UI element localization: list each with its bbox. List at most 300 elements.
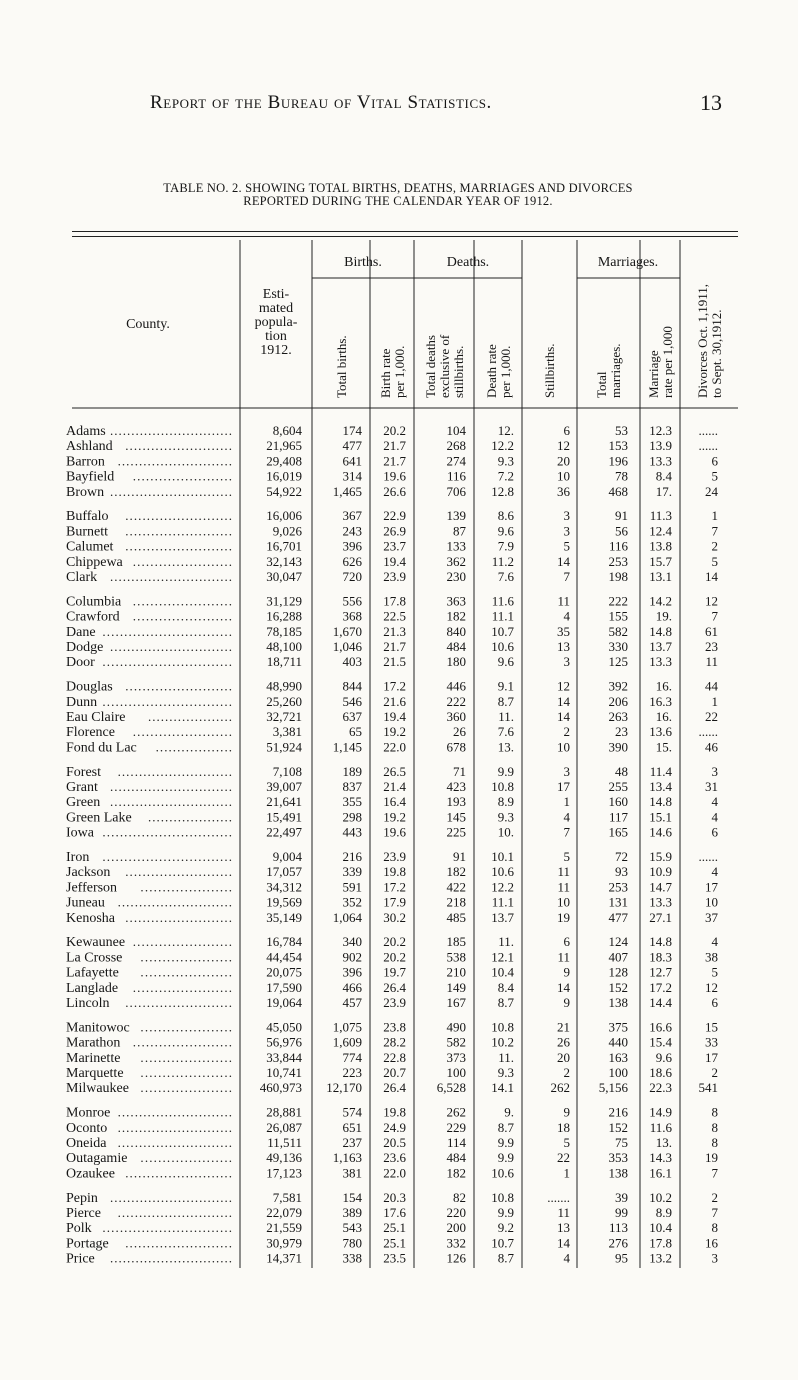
county-name-cell: Monroe xyxy=(66,1105,111,1121)
total-births-cell: 1,465 xyxy=(332,483,362,499)
stillbirths-cell: 5 xyxy=(563,849,570,864)
total-deaths-cell: 91 xyxy=(453,849,466,864)
leader-dots: .............................. xyxy=(102,623,232,639)
divorces-cell: 22 xyxy=(705,709,718,724)
population-cell: 29,408 xyxy=(266,453,302,469)
birth-rate-cell: 21.3 xyxy=(383,623,406,639)
marriage-rate-cell: 13.7 xyxy=(649,639,672,654)
birth-rate-cell: 21.6 xyxy=(383,693,406,709)
death-rate-cell: 8.6 xyxy=(497,508,514,524)
total-marriages-cell: 407 xyxy=(608,949,628,965)
population-cell: 28,881 xyxy=(266,1104,302,1120)
birth-rate-cell: 23.9 xyxy=(383,995,406,1010)
total-births-cell: 626 xyxy=(342,553,362,569)
county-name-cell: Kewaunee xyxy=(66,935,126,951)
divorces-cell: 6 xyxy=(711,824,718,840)
leader-dots: ....................... xyxy=(132,468,232,484)
death-rate-cell: 10.4 xyxy=(491,964,514,980)
marriage-rate-cell: 15.9 xyxy=(649,849,672,864)
marriage-rate-cell: 16.3 xyxy=(649,693,672,709)
population-cell: 45,050 xyxy=(266,1019,302,1035)
total-marriages-cell: 91 xyxy=(615,508,628,524)
total-marriages-cell: 53 xyxy=(615,423,628,438)
total-marriages-cell: 152 xyxy=(608,1119,628,1135)
total-marriages-cell: 138 xyxy=(608,995,628,1010)
death-rate-cell: 9.3 xyxy=(497,809,514,825)
total-marriages-cell: 216 xyxy=(608,1104,628,1120)
population-cell: 7,108 xyxy=(272,763,302,779)
birth-rate-cell: 17.2 xyxy=(383,879,406,895)
stillbirths-cell: 2 xyxy=(563,724,570,740)
leader-dots: ......................... xyxy=(125,538,232,554)
birth-rate-cell: 21.4 xyxy=(383,779,406,794)
county-name-cell: Bayfield xyxy=(66,469,115,485)
leader-dots: ............................. xyxy=(110,1250,232,1266)
marriage-rate-cell: 13.3 xyxy=(649,894,672,910)
population-cell: 30,047 xyxy=(266,569,302,584)
birth-rate-cell: 19.2 xyxy=(383,809,406,825)
total-deaths-cell: 180 xyxy=(446,654,466,670)
divorces-cell: 4 xyxy=(711,934,718,950)
stillbirths-cell: 20 xyxy=(557,453,570,469)
stillbirths-cell: 10 xyxy=(557,468,570,484)
total-deaths-cell: 139 xyxy=(446,508,466,524)
population-cell: 7,581 xyxy=(272,1189,302,1205)
leader-dots: .............................. xyxy=(102,693,232,709)
population-cell: 49,136 xyxy=(266,1150,302,1166)
death-rate-cell: 12.8 xyxy=(491,483,514,499)
stillbirths-cell: 14 xyxy=(557,979,570,995)
leader-dots: .................. xyxy=(155,739,232,755)
marriage-rate-cell: 13. xyxy=(655,1135,672,1150)
total-marriages-header: marriages. xyxy=(608,343,623,398)
total-births-cell: 443 xyxy=(342,824,362,840)
divorces-cell: 7 xyxy=(711,1205,718,1220)
total-marriages-cell: 198 xyxy=(608,569,628,584)
death-rate-cell: 11. xyxy=(498,709,514,724)
total-deaths-cell: 230 xyxy=(446,569,466,584)
death-rate-cell: 10.7 xyxy=(491,1235,514,1251)
total-deaths-cell: 840 xyxy=(446,623,466,639)
population-cell: 31,129 xyxy=(266,593,302,609)
population-cell: 44,454 xyxy=(266,949,302,965)
marriage-rate-cell: 18.3 xyxy=(649,949,672,965)
total-marriages-cell: 255 xyxy=(608,779,628,794)
total-marriages-cell: 78 xyxy=(615,468,628,484)
total-births-cell: 396 xyxy=(342,538,362,554)
population-cell: 17,123 xyxy=(266,1165,302,1181)
leader-dots: ....................... xyxy=(132,608,232,624)
total-marriages-cell: 72 xyxy=(615,849,628,864)
divorces-cell: 16 xyxy=(705,1235,718,1251)
marriage-rate-cell: 13.9 xyxy=(649,438,672,454)
county-name-cell: Buffalo xyxy=(66,509,109,525)
marriage-rate-cell: 11.4 xyxy=(649,763,672,779)
birth-rate-cell: 19.7 xyxy=(383,964,406,980)
birth-rate-cell: 17.2 xyxy=(383,678,406,694)
population-cell: 16,006 xyxy=(266,508,302,524)
population-header: Esti- xyxy=(262,287,290,302)
leader-dots: .............................. xyxy=(102,849,232,864)
county-name-cell: Green xyxy=(66,795,101,811)
birth-rate-cell: 19.2 xyxy=(383,724,406,740)
county-name-cell: Price xyxy=(66,1251,95,1267)
county-name-cell: Dodge xyxy=(66,640,104,655)
deaths-group-header: Deaths. xyxy=(446,255,490,270)
death-rate-cell: 9.2 xyxy=(497,1220,514,1236)
population-cell: 39,007 xyxy=(266,779,302,794)
county-name-cell: Jefferson xyxy=(66,880,118,896)
population-cell: 11,511 xyxy=(267,1135,302,1150)
stillbirths-cell: 3 xyxy=(563,654,570,670)
stillbirths-cell: 10 xyxy=(557,739,570,755)
total-marriages-cell: 196 xyxy=(608,453,628,469)
stillbirths-cell: 4 xyxy=(563,809,570,825)
population-cell: 19,064 xyxy=(266,995,302,1010)
stillbirths-cell: 13 xyxy=(557,1220,570,1236)
total-births-cell: 457 xyxy=(342,995,362,1010)
county-name-cell: Grant xyxy=(66,780,98,795)
leader-dots: .............................. xyxy=(102,824,232,840)
birth-rate-cell: 22.0 xyxy=(383,739,406,755)
birth-rate-cell: 26.6 xyxy=(383,483,406,499)
leader-dots: ....................... xyxy=(132,934,232,950)
total-births-cell: 844 xyxy=(342,678,362,694)
marriage-rate-cell: 16. xyxy=(655,709,672,724)
total-marriages-cell: 155 xyxy=(608,608,628,624)
total-marriages-cell: 582 xyxy=(608,623,628,639)
total-deaths-cell: 114 xyxy=(446,1135,466,1150)
marriage-rate-cell: 14.8 xyxy=(649,623,672,639)
leader-dots: ......................... xyxy=(125,508,232,524)
divorces-cell: 7 xyxy=(711,523,718,539)
total-marriages-cell: 23 xyxy=(615,724,628,740)
divorces-cell: 5 xyxy=(711,468,718,484)
birth-rate-cell: 26.4 xyxy=(383,1080,406,1096)
divorces-cell: 8 xyxy=(711,1119,718,1135)
marriage-rate-cell: 14.6 xyxy=(649,824,672,840)
population-cell: 32,721 xyxy=(266,709,302,724)
death-rate-cell: 7.6 xyxy=(497,569,514,584)
population-cell: 20,075 xyxy=(266,964,302,980)
birth-rate-cell: 23.8 xyxy=(383,1019,406,1035)
death-rate-header: Death rate xyxy=(484,344,499,398)
death-rate-cell: 13.7 xyxy=(491,909,514,925)
county-name-cell: Juneau xyxy=(66,895,105,911)
divorces-cell: 44 xyxy=(705,678,718,694)
stillbirths-cell: 11 xyxy=(557,879,570,895)
total-deaths-cell: 167 xyxy=(446,995,466,1010)
marriage-rate-cell: 14.3 xyxy=(649,1150,672,1166)
stillbirths-cell: 9 xyxy=(563,964,570,980)
stillbirths-cell: 3 xyxy=(563,508,570,524)
total-marriages-cell: 124 xyxy=(608,934,628,950)
birth-rate-cell: 22.5 xyxy=(383,608,406,624)
death-rate-cell: 10.1 xyxy=(491,849,514,864)
stillbirths-cell: 26 xyxy=(557,1034,570,1050)
population-header: mated xyxy=(258,301,294,316)
birth-rate-cell: 23.7 xyxy=(383,538,406,554)
population-cell: 21,965 xyxy=(266,438,302,454)
death-rate-cell: 12.1 xyxy=(491,949,514,965)
birth-rate-cell: 16.4 xyxy=(383,794,406,810)
divorces-cell: 23 xyxy=(705,639,718,654)
leader-dots: ....................... xyxy=(132,553,232,569)
birth-rate-cell: 19.4 xyxy=(383,553,406,569)
total-births-cell: 837 xyxy=(342,779,362,794)
total-deaths-cell: 332 xyxy=(446,1235,466,1251)
leader-dots: ....................... xyxy=(132,724,232,740)
population-cell: 51,924 xyxy=(266,739,302,755)
leader-dots: ......................... xyxy=(125,523,232,539)
total-deaths-cell: 104 xyxy=(446,423,466,438)
total-marriages-cell: 48 xyxy=(615,763,628,779)
death-rate-cell: 9.3 xyxy=(497,453,514,469)
county-name-cell: Iowa xyxy=(66,825,94,841)
death-rate-cell: 7.6 xyxy=(497,724,514,740)
divorces-cell: 17 xyxy=(705,1049,718,1065)
leader-dots: ........................... xyxy=(117,1205,232,1220)
birth-rate-cell: 25.1 xyxy=(383,1235,406,1251)
marriage-rate-cell: 15.1 xyxy=(649,809,672,825)
population-cell: 48,990 xyxy=(266,678,302,694)
table-title-line-1: TABLE NO. 2. SHOWING TOTAL BIRTHS, DEATHS, MARRIAGES AND DIVORCES xyxy=(163,181,633,195)
death-rate-cell: 7.2 xyxy=(497,468,514,484)
total-births-cell: 651 xyxy=(342,1119,362,1135)
leader-dots: ............................. xyxy=(110,1189,232,1205)
stillbirths-cell: 4 xyxy=(563,1250,570,1266)
population-cell: 17,057 xyxy=(266,864,302,880)
marriage-rate-cell: 14.8 xyxy=(649,934,672,950)
population-cell: 3,381 xyxy=(272,724,302,740)
total-marriages-cell: 392 xyxy=(608,678,628,694)
county-name-cell: Green Lake xyxy=(66,810,132,826)
leader-dots: ............................. xyxy=(110,483,232,499)
birth-rate-cell: 20.7 xyxy=(383,1065,406,1080)
stillbirths-cell: 22 xyxy=(557,1150,570,1166)
leader-dots: ..................... xyxy=(140,879,232,895)
total-deaths-cell: 485 xyxy=(446,909,466,925)
population-header: popula- xyxy=(254,315,298,330)
total-marriages-cell: 163 xyxy=(608,1049,628,1065)
county-name-cell: Kenosha xyxy=(66,910,115,926)
total-births-cell: 189 xyxy=(342,763,362,779)
marriage-rate-cell: 11.3 xyxy=(649,508,672,524)
divorces-cell: 24 xyxy=(705,483,718,499)
population-cell: 25,260 xyxy=(266,693,302,709)
total-marriages-cell: 390 xyxy=(608,739,628,755)
divorces-cell: 10 xyxy=(705,894,718,910)
county-name-cell: Polk xyxy=(66,1221,92,1237)
divorces-cell: ...... xyxy=(698,849,718,864)
death-rate-cell: 9.1 xyxy=(497,678,514,694)
leader-dots: ....................... xyxy=(132,1034,232,1050)
birth-rate-cell: 20.2 xyxy=(383,949,406,965)
marriage-rate-cell: 18.6 xyxy=(649,1065,672,1080)
birth-rate-cell: 25.1 xyxy=(383,1220,406,1236)
leader-dots: ............................. xyxy=(110,639,232,654)
total-marriages-cell: 253 xyxy=(608,879,628,895)
total-deaths-cell: 268 xyxy=(446,438,466,454)
total-births-cell: 637 xyxy=(342,709,362,724)
divorces-cell: 1 xyxy=(711,508,718,524)
leader-dots: ......................... xyxy=(125,995,232,1010)
death-rate-cell: 14.1 xyxy=(491,1080,514,1096)
total-deaths-header: stillbirths. xyxy=(451,345,466,398)
death-rate-cell: 10.8 xyxy=(491,1019,514,1035)
stillbirths-cell: 6 xyxy=(563,934,570,950)
leader-dots: ......................... xyxy=(125,864,232,880)
county-name-cell: Pierce xyxy=(66,1206,101,1221)
population-cell: 8,604 xyxy=(272,423,302,438)
total-marriages-cell: 468 xyxy=(608,483,628,499)
divorces-cell: 5 xyxy=(711,553,718,569)
total-deaths-cell: 100 xyxy=(446,1065,466,1080)
marriage-rate-cell: 13.8 xyxy=(649,538,672,554)
births-group-header: Births. xyxy=(344,255,382,270)
death-rate-cell: 10.6 xyxy=(491,864,514,880)
leader-dots: .................... xyxy=(148,809,232,825)
divorces-header: to Sept. 30,1912. xyxy=(709,309,724,398)
death-rate-cell: 9. xyxy=(504,1104,514,1120)
birth-rate-cell: 20.3 xyxy=(383,1189,406,1205)
death-rate-cell: 12.2 xyxy=(491,879,514,895)
marriage-rate-cell: 16. xyxy=(655,678,672,694)
birth-rate-cell: 30.2 xyxy=(383,909,406,925)
stillbirths-cell: 9 xyxy=(563,1104,570,1120)
marriage-rate-cell: 14.8 xyxy=(649,794,672,810)
birth-rate-cell: 26.9 xyxy=(383,523,406,539)
leader-dots: ..................... xyxy=(140,1150,232,1166)
total-marriages-cell: 165 xyxy=(608,824,628,840)
county-name-cell: Burnett xyxy=(66,524,108,540)
birth-rate-cell: 26.4 xyxy=(383,979,406,995)
divorces-cell: 3 xyxy=(711,1250,718,1266)
total-births-cell: 403 xyxy=(342,654,362,670)
stillbirths-cell: 19 xyxy=(557,909,570,925)
stillbirths-cell: 13 xyxy=(557,639,570,654)
marriage-rate-cell: 14.7 xyxy=(649,879,672,895)
divorces-cell: 17 xyxy=(705,879,718,895)
marriage-rate-cell: 22.3 xyxy=(649,1080,672,1096)
birth-rate-cell: 19.6 xyxy=(383,824,406,840)
county-name-cell: Douglas xyxy=(66,679,113,695)
total-births-cell: 546 xyxy=(342,693,362,709)
stillbirths-cell: 10 xyxy=(557,894,570,910)
leader-dots: ..................... xyxy=(140,1080,232,1096)
death-rate-cell: 10.8 xyxy=(491,1189,514,1205)
leader-dots: ..................... xyxy=(140,949,232,965)
death-rate-cell: 8.4 xyxy=(497,979,514,995)
birth-rate-cell: 19.8 xyxy=(383,864,406,880)
stillbirths-cell: 1 xyxy=(563,794,570,810)
leader-dots: ..................... xyxy=(140,1065,232,1080)
total-deaths-cell: 133 xyxy=(446,538,466,554)
county-name-cell: Milwaukee xyxy=(66,1081,129,1097)
total-deaths-cell: 373 xyxy=(446,1049,466,1065)
divorces-cell: 2 xyxy=(711,538,718,554)
death-rate-cell: 9.9 xyxy=(497,1135,514,1150)
population-cell: 54,922 xyxy=(266,483,302,499)
stillbirths-cell: ....... xyxy=(547,1189,570,1205)
leader-dots: ........................... xyxy=(117,453,232,469)
marriage-rate-cell: 17. xyxy=(655,483,672,499)
total-marriages-cell: 56 xyxy=(615,523,628,539)
total-births-cell: 1,609 xyxy=(332,1034,362,1050)
county-name-cell: Ozaukee xyxy=(66,1166,115,1182)
total-deaths-cell: 222 xyxy=(446,693,466,709)
total-births-cell: 174 xyxy=(342,423,362,438)
total-marriages-cell: 113 xyxy=(608,1220,628,1236)
stillbirths-cell: 21 xyxy=(557,1019,570,1035)
marriage-rate-cell: 14.9 xyxy=(649,1104,672,1120)
total-births-cell: 396 xyxy=(342,964,362,980)
leader-dots: ........................... xyxy=(117,1104,232,1120)
divorces-cell: 61 xyxy=(705,623,718,639)
total-marriages-cell: 276 xyxy=(608,1235,628,1251)
total-marriages-cell: 100 xyxy=(608,1065,628,1080)
birth-rate-cell: 28.2 xyxy=(383,1034,406,1050)
total-births-cell: 556 xyxy=(342,593,362,609)
total-births-cell: 466 xyxy=(342,979,362,995)
leader-dots: ........................... xyxy=(117,763,232,779)
population-cell: 22,079 xyxy=(266,1205,302,1220)
county-name-cell: Lincoln xyxy=(66,996,110,1011)
divorces-cell: 37 xyxy=(705,909,718,925)
birth-rate-cell: 22.9 xyxy=(383,508,406,524)
total-marriages-cell: 160 xyxy=(608,794,628,810)
county-name-cell: Langlade xyxy=(66,980,119,996)
birth-rate-cell: 26.5 xyxy=(383,763,406,779)
marriage-rate-cell: 10.9 xyxy=(649,864,672,880)
marriage-rate-cell: 12.4 xyxy=(649,523,672,539)
marriage-rate-cell: 10.4 xyxy=(649,1220,672,1236)
leader-dots: ............................. xyxy=(110,569,232,584)
total-marriages-cell: 5,156 xyxy=(598,1080,628,1096)
birth-rate-header: per 1,000. xyxy=(392,345,407,398)
divorces-cell: 4 xyxy=(711,864,718,880)
population-cell: 15,491 xyxy=(266,809,302,825)
birth-rate-cell: 23.9 xyxy=(383,849,406,864)
death-rate-cell: 11. xyxy=(498,1049,514,1065)
total-deaths-cell: 218 xyxy=(446,894,466,910)
total-deaths-cell: 220 xyxy=(446,1205,466,1220)
total-deaths-cell: 87 xyxy=(453,523,466,539)
death-rate-cell: 8.7 xyxy=(497,693,514,709)
divorces-cell: 2 xyxy=(711,1065,718,1080)
total-births-cell: 339 xyxy=(342,864,362,880)
total-deaths-cell: 423 xyxy=(446,779,466,794)
total-deaths-cell: 538 xyxy=(446,949,466,965)
death-rate-cell: 9.3 xyxy=(497,1065,514,1080)
total-marriages-cell: 128 xyxy=(608,964,628,980)
death-rate-cell: 8.9 xyxy=(497,794,514,810)
leader-dots: ......................... xyxy=(125,1235,232,1251)
county-name-cell: Marquette xyxy=(66,1066,124,1081)
total-marriages-cell: 152 xyxy=(608,979,628,995)
marriage-rate-cell: 12.3 xyxy=(649,423,672,438)
leader-dots: ......................... xyxy=(125,678,232,694)
total-deaths-cell: 149 xyxy=(446,979,466,995)
page-number: 13 xyxy=(700,90,722,115)
total-births-cell: 355 xyxy=(342,794,362,810)
death-rate-cell: 9.9 xyxy=(497,1150,514,1166)
stillbirths-cell: 3 xyxy=(563,763,570,779)
total-deaths-cell: 193 xyxy=(446,794,466,810)
stillbirths-header: Stillbirths. xyxy=(542,343,557,398)
total-deaths-cell: 200 xyxy=(446,1220,466,1236)
marriage-rate-cell: 13.3 xyxy=(649,453,672,469)
